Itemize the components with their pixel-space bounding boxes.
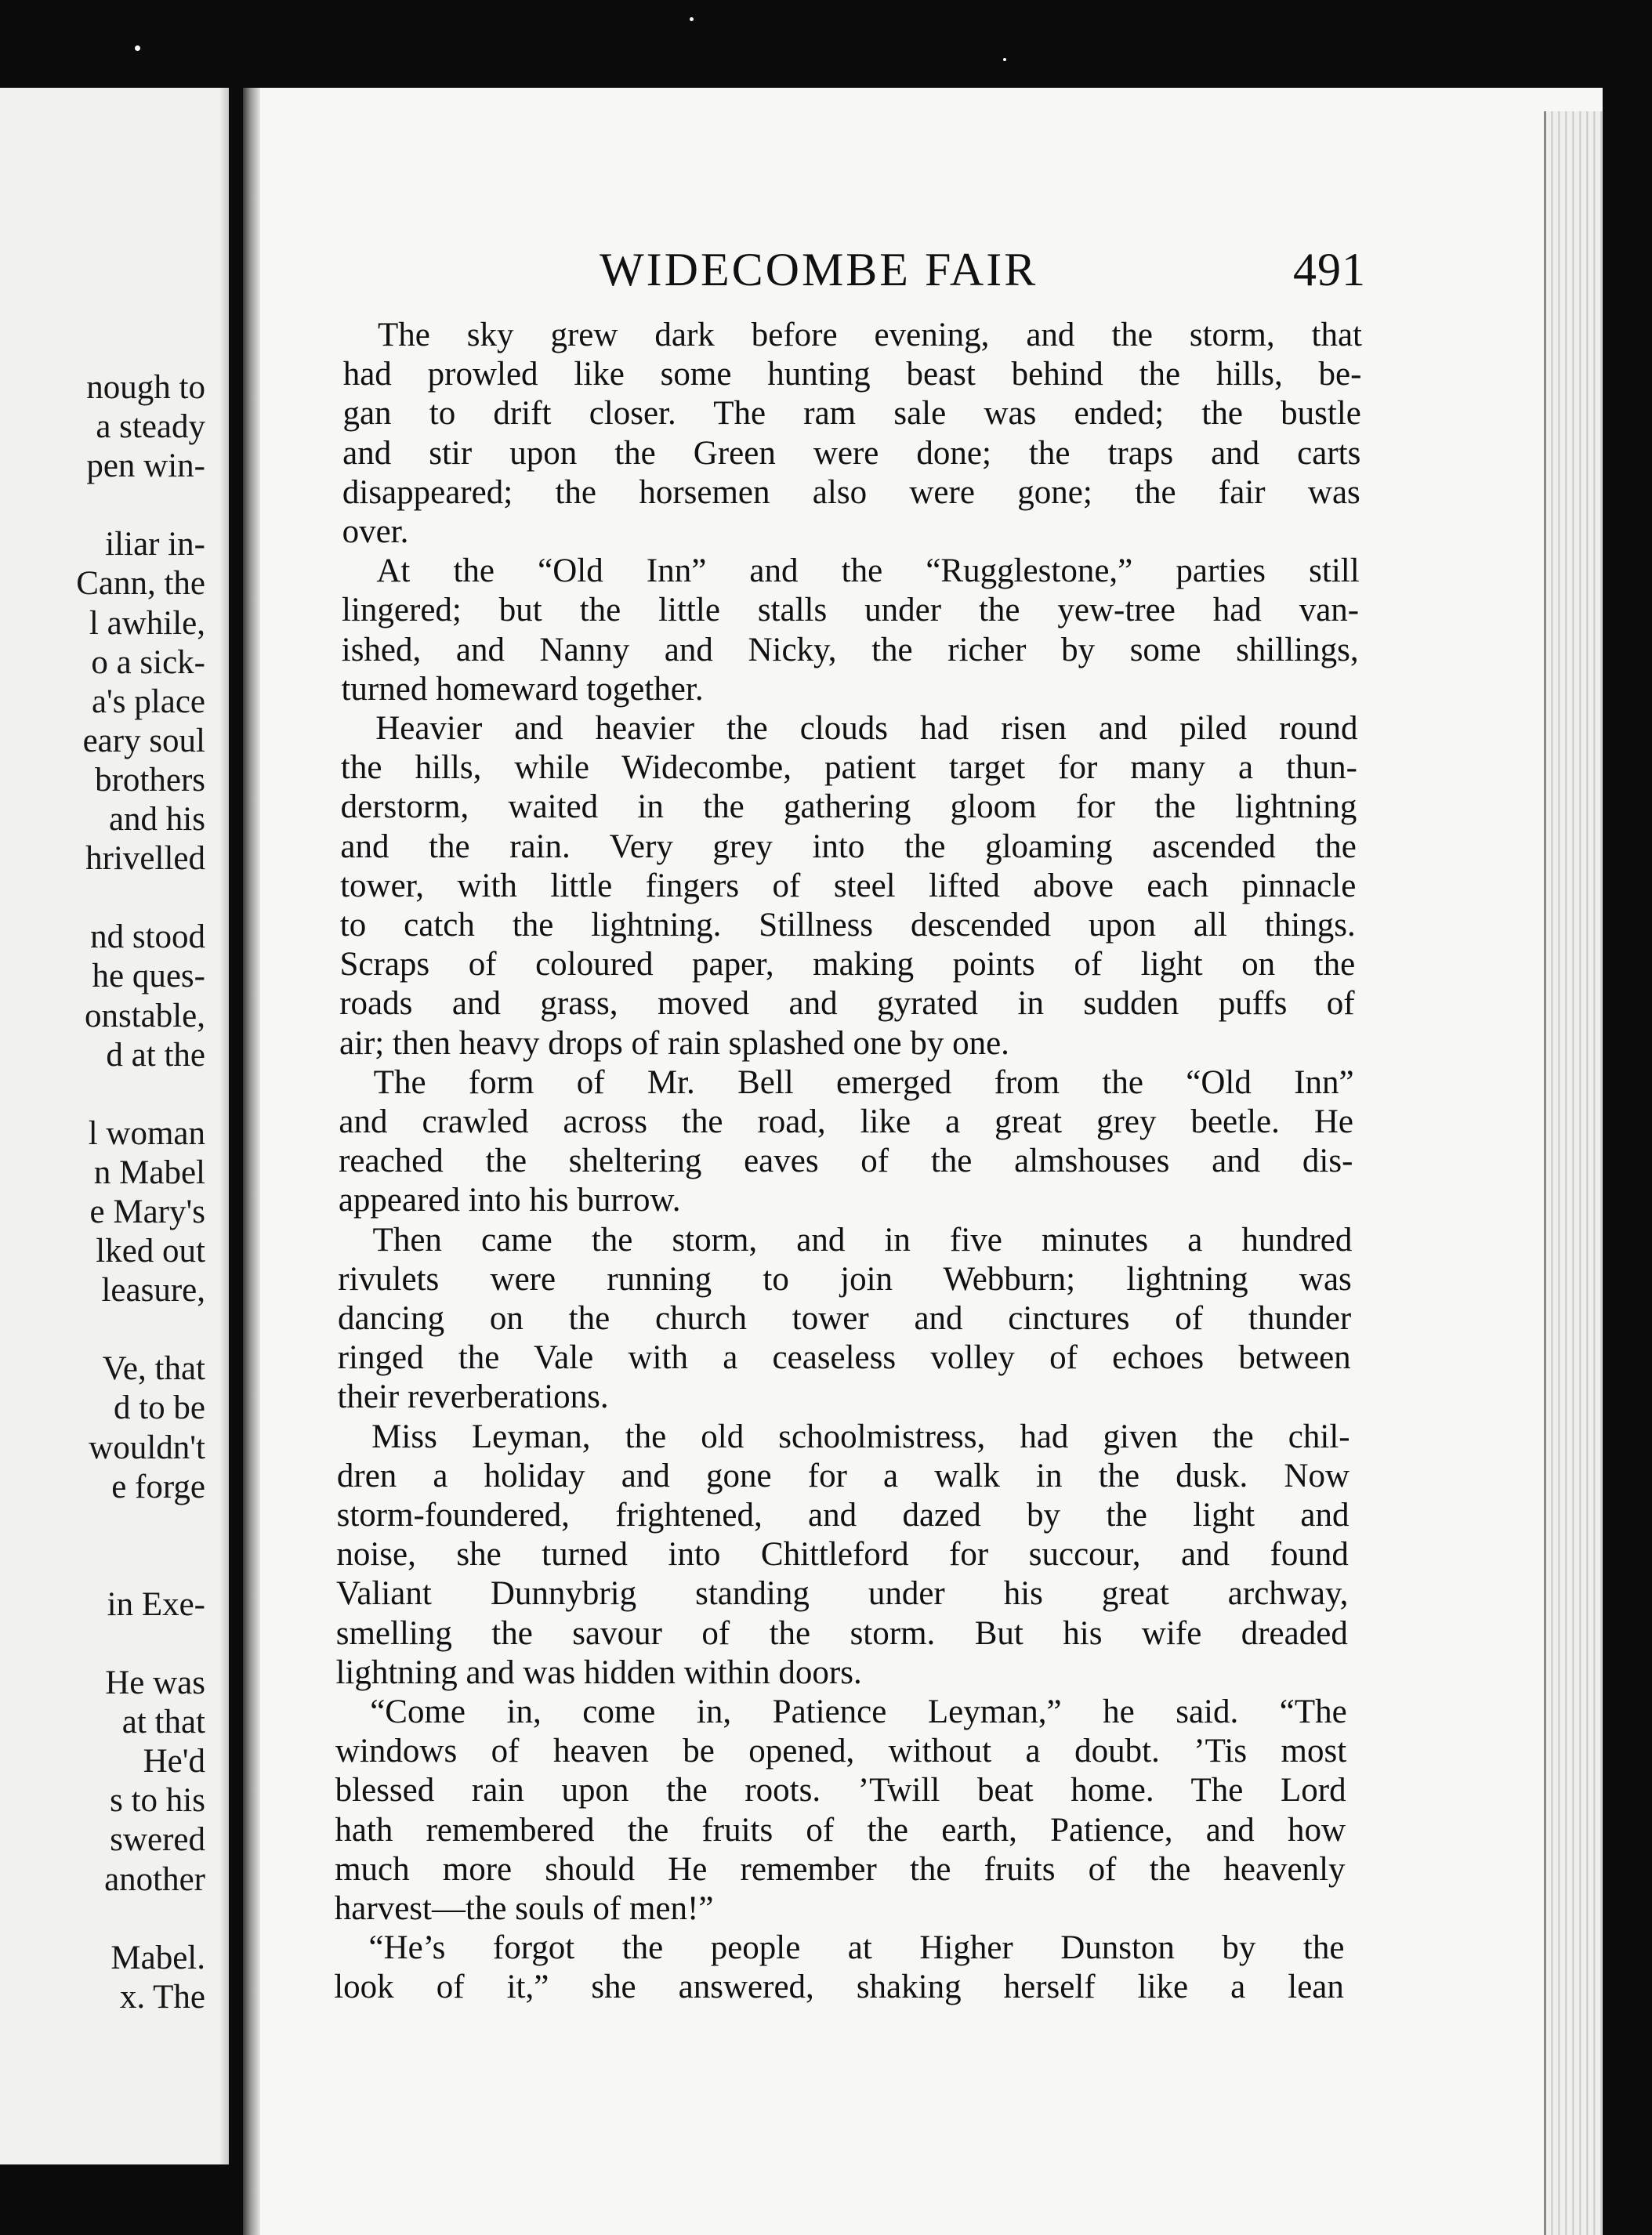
dust-speck <box>135 45 140 51</box>
previous-page-line: he ques- <box>92 958 205 995</box>
text-line: ringed the Vale with a ceaseless volley of echoes between <box>337 1339 1351 1377</box>
text-line: disappeared; the horsemen also were gone; the fair was <box>342 473 1360 511</box>
previous-page-line: Mabel. <box>110 1939 205 1976</box>
text-line: lightning and was hidden within doors. <box>335 1654 862 1691</box>
previous-page-fragment <box>0 88 229 2164</box>
text-line: Scraps of coloured paper, making points of light on the <box>339 946 1356 983</box>
text-line: Then came the storm, and in five minutes a hundred <box>372 1221 1353 1259</box>
previous-page-line: d to be <box>113 1389 205 1427</box>
text-line: the hills, while Widecombe, patient target for many a thun- <box>340 749 1357 787</box>
previous-page-line: e Mary's <box>89 1193 205 1230</box>
text-line: appeared into his burrow. <box>338 1182 681 1219</box>
text-line: harvest—the souls of men!” <box>334 1890 714 1927</box>
previous-page-line: hrivelled <box>85 840 205 878</box>
previous-page-line <box>0 1546 205 1585</box>
text-line: gan to drift closer. The ram sale was ended; the bustle <box>342 395 1361 433</box>
previous-page-line: leasure, <box>101 1272 205 1309</box>
previous-page-line: He was <box>105 1664 205 1702</box>
previous-page-line <box>0 486 205 525</box>
previous-page-line: s to his <box>110 1782 205 1820</box>
previous-page-line: another <box>104 1860 205 1898</box>
text-line: reached the sheltering eaves of the almshouses and dis- <box>339 1143 1353 1180</box>
previous-page-line <box>0 1625 205 1664</box>
previous-page-line: at that <box>121 1704 205 1741</box>
previous-page-line: eary soul <box>82 722 205 759</box>
text-line: air; then heavy drops of rain splashed one by one. <box>339 1024 1009 1062</box>
previous-page-line: l awhile, <box>89 604 205 642</box>
running-title: WIDECOMBE FAIR <box>600 244 1038 295</box>
text-line: At the “Old Inn” and the “Rugglestone,” parties still <box>376 552 1360 590</box>
previous-page-line: nough to <box>86 369 205 406</box>
text-line: had prowled like some hunting beast behind the hills, be- <box>342 356 1362 393</box>
text-line: noise, she turned into Chittleford for succour, and found <box>336 1536 1349 1574</box>
previous-page-line: He'd <box>143 1743 205 1780</box>
previous-page-line: brothers <box>95 761 205 799</box>
previous-page-line: and his <box>108 801 205 839</box>
previous-page-line: o a sick- <box>91 643 205 681</box>
text-line: look of it,” she answered, shaking herself like a lean <box>334 1969 1344 2006</box>
previous-page-line: Cann, the <box>76 565 205 603</box>
previous-page-line: swered <box>110 1821 205 1859</box>
text-line: Miss Leyman, the old schoolmistress, had given the chil- <box>371 1418 1350 1455</box>
text-line: Valiant Dunnybrig standing under his great archway, <box>336 1575 1349 1613</box>
previous-page-line <box>0 878 205 918</box>
previous-page-line: l woman <box>88 1114 205 1152</box>
text-line: smelling the savour of the storm. But his wife dreaded <box>335 1614 1348 1652</box>
text-line: blessed rain upon the roots. ’Twill beat home. The Lord <box>335 1772 1346 1809</box>
text-line: to catch the lightning. Stillness descended upon all things. <box>339 907 1356 944</box>
previous-page-text <box>0 368 205 2017</box>
text-line: roads and grass, moved and gyrated in sudden puffs of <box>339 985 1355 1023</box>
text-line: and crawled across the road, like a great grey beetle. He <box>339 1103 1353 1140</box>
dust-speck <box>1003 58 1006 61</box>
previous-page-line <box>0 1075 205 1114</box>
text-line: and the rain. Very grey into the gloaming ascended the <box>340 828 1357 865</box>
text-line: much more should He remember the fruits of the heavenly <box>335 1850 1346 1888</box>
book-page <box>243 88 1603 2235</box>
text-line: dren a holiday and gone for a walk in the dusk. Now <box>336 1457 1350 1494</box>
text-line: windows of heaven be opened, without a doubt. ’Tis most <box>335 1733 1347 1770</box>
previous-page-line: iliar in- <box>105 526 205 563</box>
text-line: turned homeward together. <box>341 670 704 708</box>
text-line: derstorm, waited in the gathering gloom for the lightning <box>340 788 1357 826</box>
text-line: tower, with little fingers of steel lifted above each pinnacle <box>340 867 1357 904</box>
previous-page-line: n Mabel <box>93 1154 205 1191</box>
text-line: dancing on the church tower and cinctures of thunder <box>338 1300 1352 1337</box>
text-line: The form of Mr. Bell emerged from the “Old Inn” <box>373 1063 1354 1101</box>
page-number: 491 <box>1293 244 1366 295</box>
text-line: lingered; but the little stalls under the yew-tree had van- <box>342 592 1360 629</box>
previous-page-line: d at the <box>106 1036 205 1074</box>
text-line: “Come in, come in, Patience Leyman,” he said. “The <box>370 1693 1347 1730</box>
previous-page-line: onstable, <box>84 997 205 1034</box>
previous-page-line: pen win- <box>86 447 205 485</box>
previous-page-line: e forge <box>111 1468 205 1505</box>
text-line: Heavier and heavier the clouds had risen and piled round <box>375 710 1358 747</box>
page-fore-edge <box>1544 111 1603 2235</box>
previous-page-line: lked out <box>96 1233 205 1270</box>
text-line: over. <box>342 513 409 550</box>
previous-page-line <box>0 1507 205 1546</box>
previous-page-line: wouldn't <box>89 1429 205 1466</box>
previous-page-line: x. The <box>119 1978 205 2016</box>
text-line: their reverberations. <box>337 1378 609 1416</box>
text-line: rivulets were running to join Webburn; lightning was <box>338 1260 1352 1298</box>
text-line: “He’s forgot the people at Higher Dunston by the <box>368 1929 1345 1967</box>
previous-page-line <box>0 1310 205 1349</box>
previous-page-line <box>0 1900 205 1939</box>
previous-page-line: a steady <box>96 408 205 446</box>
left-page-gutter-shadow <box>219 88 229 2164</box>
previous-page-line: Ve, that <box>102 1350 205 1388</box>
previous-page-line: nd stood <box>90 918 205 956</box>
text-line: ished, and Nanny and Nicky, the richer by some shillings, <box>341 631 1359 668</box>
previous-page-line: a's place <box>91 683 205 720</box>
text-line: and stir upon the Green were done; the traps and carts <box>342 434 1361 472</box>
text-line: storm-foundered, frightened, and dazed by the light and <box>336 1497 1349 1534</box>
page-binding-edge <box>243 88 260 2235</box>
dust-speck <box>690 17 694 21</box>
previous-page-line: in Exe- <box>107 1585 205 1623</box>
text-line: The sky grew dark before evening, and the storm, that <box>378 317 1362 353</box>
text-line: hath remembered the fruits of the earth, Patience, and how <box>335 1811 1346 1849</box>
